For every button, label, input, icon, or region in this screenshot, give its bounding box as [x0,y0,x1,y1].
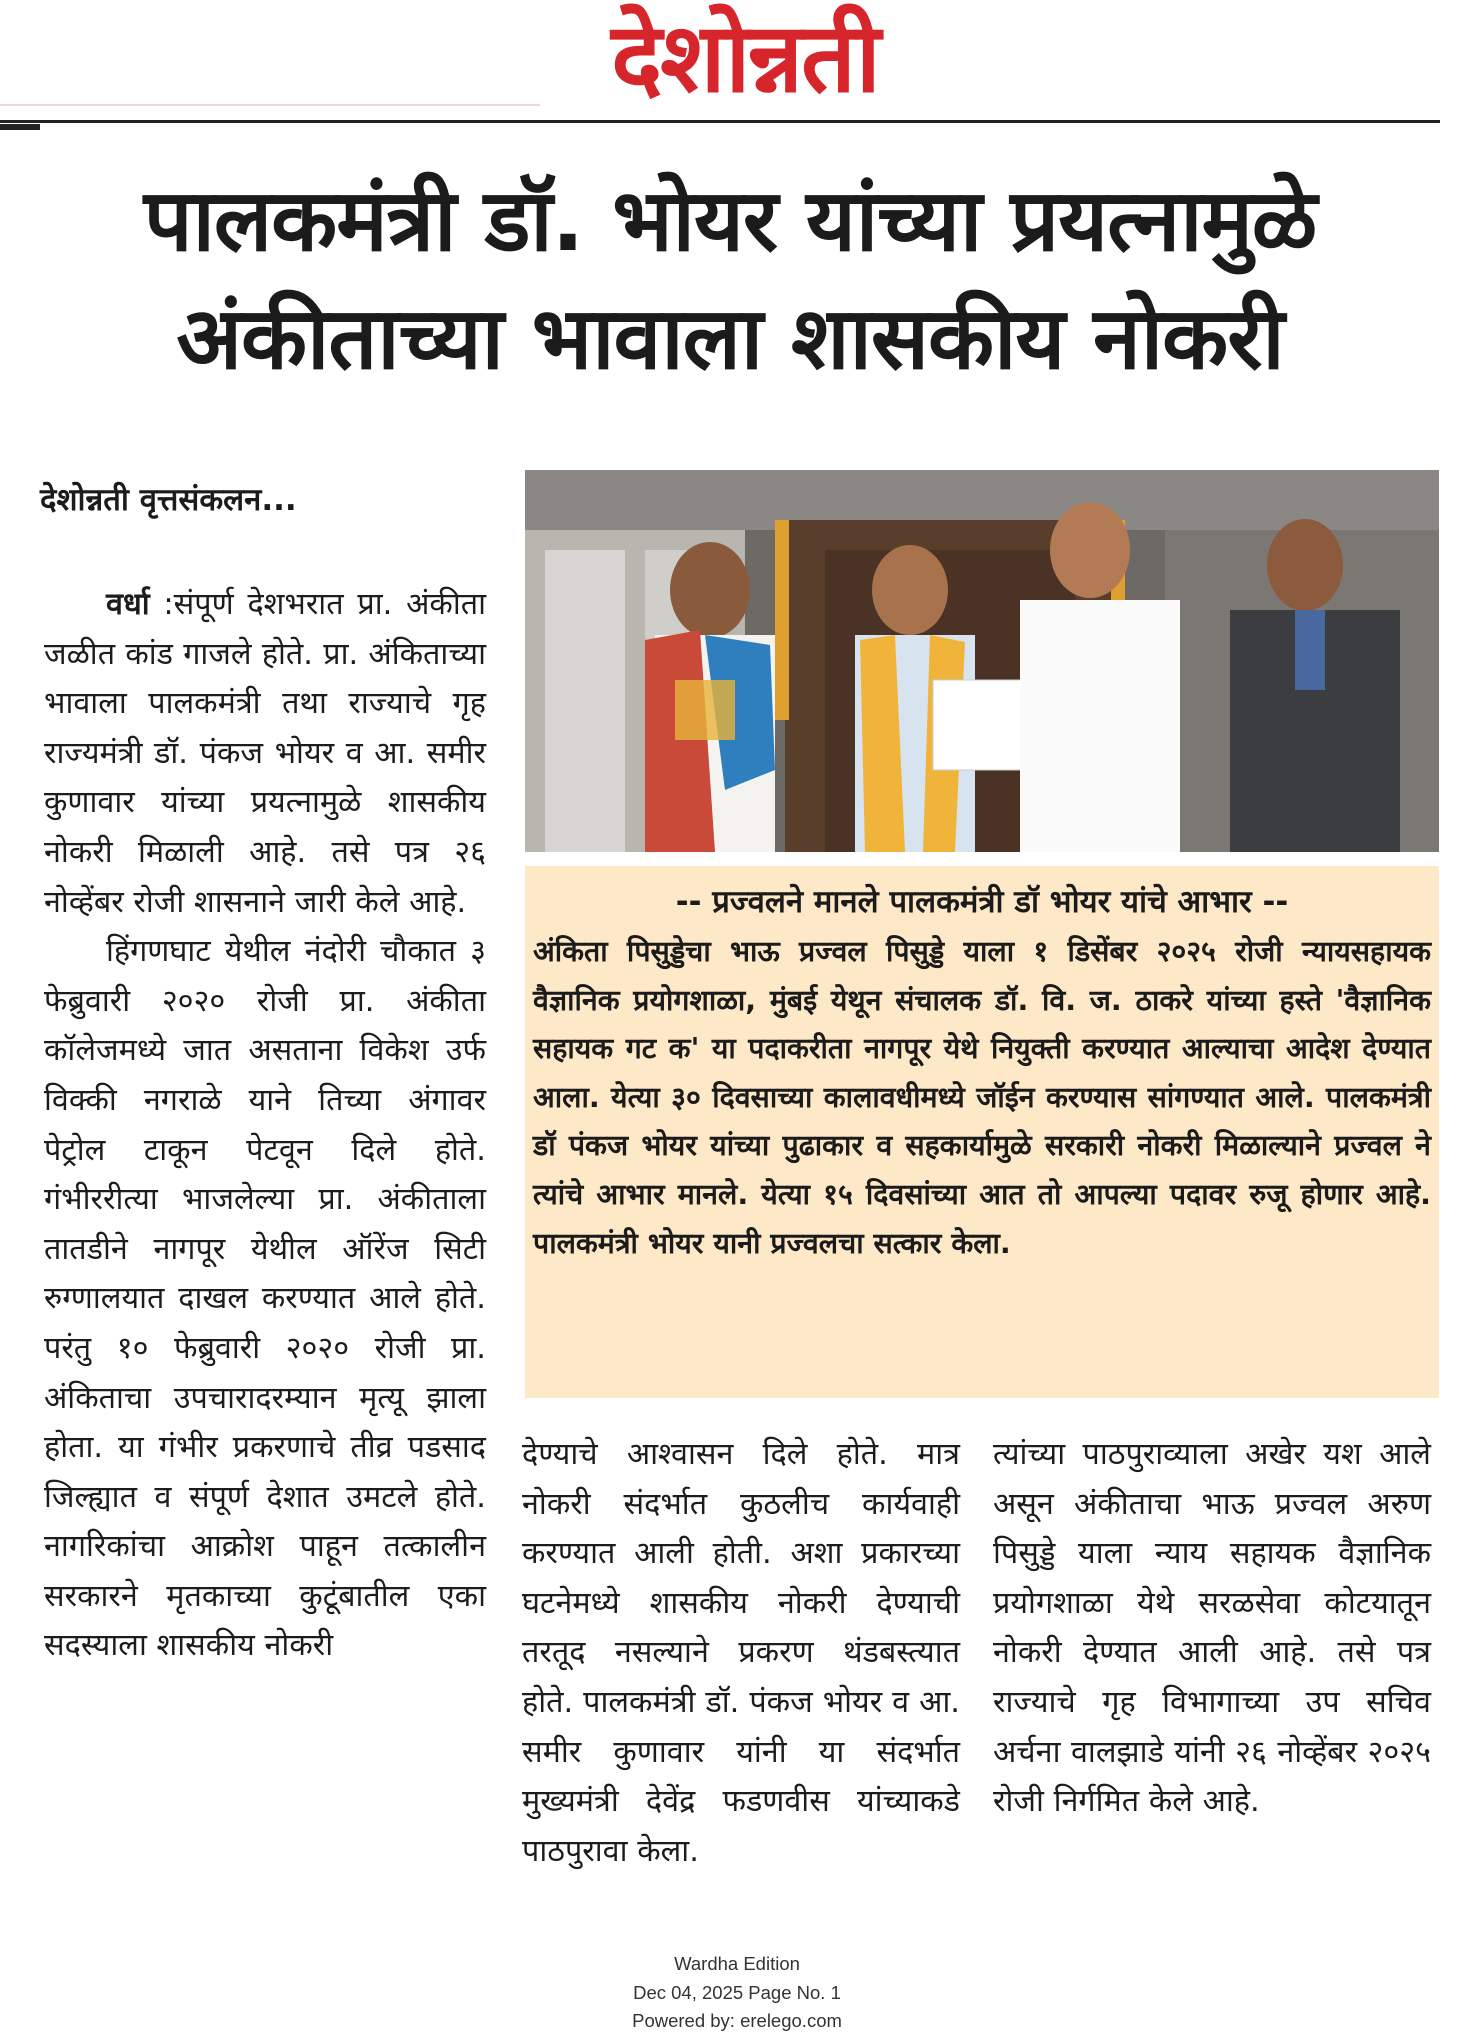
headline-line-2: अंकीताच्या भावाला शासकीय नोकरी [176,289,1284,389]
caption-title: -- प्रज्वलने मानले पालकमंत्री डॉ भोयर यांचे आभार -- [675,884,1289,920]
headline [30,162,1430,398]
photo-illustration [525,470,1439,852]
masthead-rule [0,120,1440,123]
masthead-accent-line [0,104,540,106]
article-paragraph-2-continued: देण्याचे आश्वासन दिले होते. मात्र नोकरी संदर्भात कुठलीच कार्यवाही करण्यात आली होती. अशा प्रकारच्या घटनेमध्ये शासकीय नोकरी देण्याची तरतूद नसल्याने प्रकरण थंडबस्त्यात होते. पालकमंत्री डॉ. पंकज भोयर व आ. समीर कुणावार यांनी या संदर्भात मुख्यमंत्री देवेंद्र फडणवीस यांच्याकडे पाठपुरावा केला. [522,1437,960,1869]
article-paragraph-1 [44,580,486,927]
footer-edition: Wardha Edition [674,1953,800,1974]
article-paragraph-2: हिंगणघाट येथील नंदोरी चौकात ३ फेब्रुवारी २०२० रोजी प्रा. अंकीता कॉलेजमध्ये जात असताना विकेश उर्फ विक्की नगराळे याने तिच्या अंगावर पेट्रोल टाकून पेटवून दिले होते. गंभीररीत्या भाजलेल्या प्रा. अंकीताला तातडीने नागपूर येथील ऑरेंज सिटी रुग्णालयात दाखल करण्यात आले होते. परंतु १० फेब्रुवारी २०२० रोजी प्रा. अंकिताचा उपचारादरम्यान मृत्यू झाला होता. या गंभीर प्रकरणाचे तीव्र पडसाद जिल्ह्यात व संपूर्ण देशात उमटले होते. नागरिकांचा आक्रोश पाहून तत्कालीन सरकारने मृतकाच्या कुटूंबातील एका सदस्याला शासकीय नोकरी [44,934,486,1664]
article-column-2 [522,1430,960,1920]
footer-date-page: Dec 04, 2025 Page No. 1 [633,1981,841,2003]
article-column-3 [993,1430,1431,1920]
article-paragraph-3: त्यांच्या पाठपुराव्याला अखेर यश आले असून अंकीताचा भाऊ प्रज्वल अरुण पिसुड्डे याला न्याय सहायक वैज्ञानिक प्रयोगशाळा येथे सरळसेवा कोटयातून नोकरी देण्यात आली आहे. तसे पत्र राज्याचे गृह विभागाच्या उप सचिव अर्चना वालझाडे यांनी २६ नोव्हेंबर २०२५ रोजी निर्गमित केले आहे. [993,1437,1431,1820]
page-footer [0,1950,1474,2036]
article-column-1 [44,580,486,1920]
photo-caption-box [525,866,1439,1398]
article-lead-text: :संपूर्ण देशभरात प्रा. अंकीता जळीत कांड गाजले होते. प्रा. अंकिताच्या भावाला पालकमंत्री तथा राज्याचे गृह राज्यमंत्री डॉ. पंकज भोयर व आ. समीर कुणावार यांच्या प्रयत्नामुळे शासकीय नोकरी मिळाली आहे. तसे पत्र २६ नोव्हेंबर रोजी शासनाने जारी केले आहे. [44,587,486,920]
newspaper-logo: देशोन्नती [611,2,879,114]
masthead [0,0,1474,125]
headline-line-1: पालकमंत्री डॉ. भोयर यांच्या प्रयत्नामुळे [143,171,1317,271]
masthead-rule-accent [0,124,40,130]
caption-body: अंकिता पिसुड्डेचा भाऊ प्रज्वल पिसुड्डे याला १ डिसेंबर २०२५ रोजी न्यायसहायक वैज्ञानिक प्रयोगशाळा, मुंबई येथून संचालक डॉ. वि. ज. ठाकरे यांच्या हस्ते 'वैज्ञानिक सहायक गट क' या पदाकरीता नागपूर येथे नियुक्ती करण्यात आल्याचा आदेश देण्यात आला. येत्या ३० दिवसाच्या कालावधीमध्ये जॉईन करण्यास सांगण्यात आले. पालकमंत्री डॉ पंकज भोयर यांच्या पुढाकार व सहकार्यामुळे सरकारी नोकरी मिळाल्याने प्रज्वल ने त्यांचे आभार मानले. येत्या १५ दिवसांच्या आत तो आपल्या पदावर रुजू होणार आहे. पालकमंत्री भोयर यानी प्रज्वलचा सत्कार केला. [533,935,1431,1260]
byline: देशोन्नती वृत्तसंकलन... [40,482,297,518]
dateline: वर्धा [106,587,150,622]
footer-powered-by: Powered by: erelego.com [632,2010,842,2031]
news-photo [525,470,1439,852]
